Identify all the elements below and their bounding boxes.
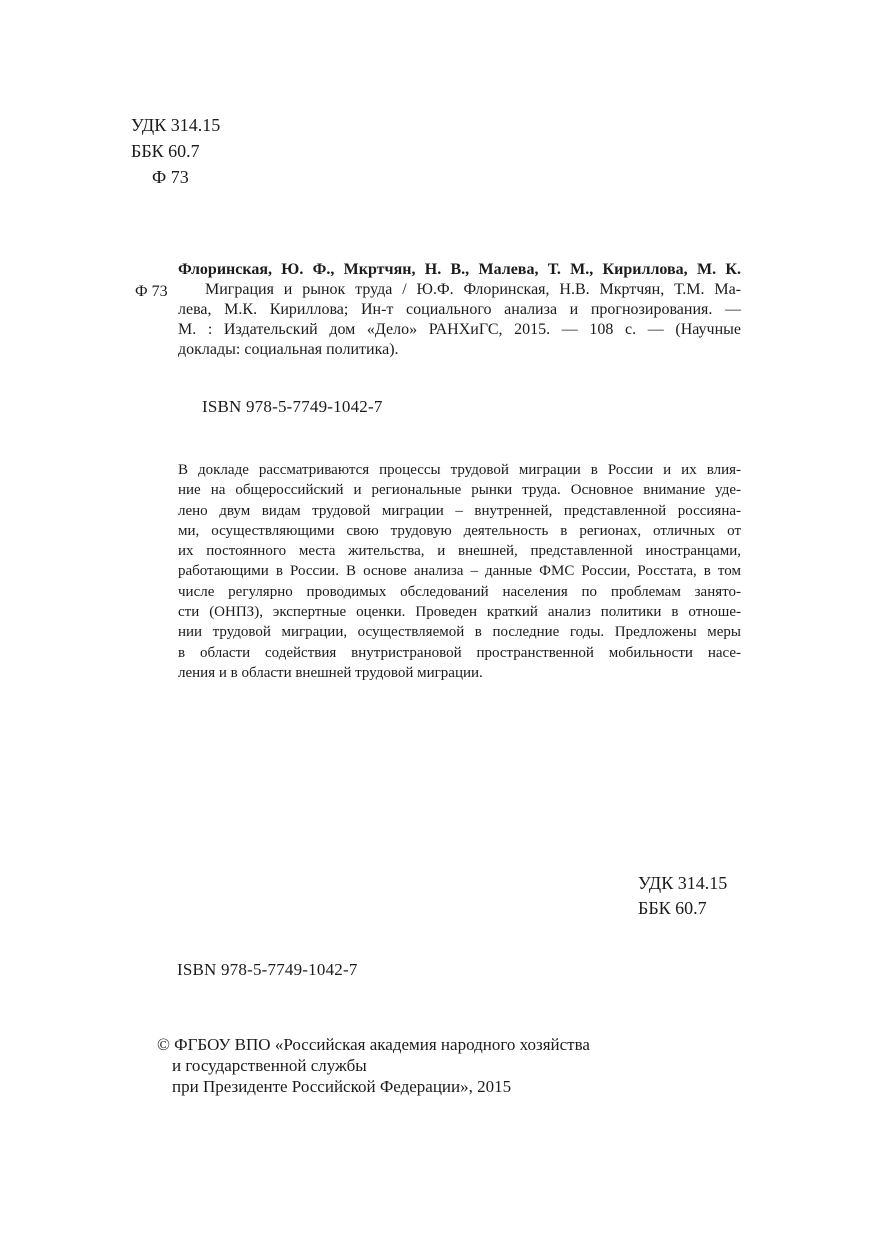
annotation-line: ления и в области внешней трудовой миграции. xyxy=(178,664,483,681)
catalog-line: Миграция и рынок труда / Ю.Ф. Флоринская, Н.В. Мкртчян, Т.М. Ма- xyxy=(205,280,741,298)
copyright-line: и государственной службы xyxy=(172,1055,367,1075)
bbk-code-bottom: ББК 60.7 xyxy=(638,898,707,918)
isbn-bottom: ISBN 978-5-7749-1042-7 xyxy=(177,960,358,979)
catalog-line: М. : Издательский дом «Дело» РАНХиГС, 2015. — 108 с. — (Научные xyxy=(178,320,741,338)
catalog-line: лева, М.К. Кириллова; Ин-т социального анализа и прогнозирования. — xyxy=(178,300,741,318)
copyright-line: © ФГБОУ ВПО «Российская академия народного хозяйства xyxy=(157,1035,590,1054)
annotation-line: лено двум видам трудовой миграции – внутренней, представленной россияна- xyxy=(178,502,741,519)
catalog-authors-line: Флоринская, Ю. Ф., Мкртчян, Н. В., Малева, Т. М., Кириллова, М. К. xyxy=(178,261,741,278)
udc-code-top: УДК 314.15 xyxy=(131,115,221,135)
author-sign-code: Ф 73 xyxy=(152,167,189,187)
copyright-line: при Президенте Российской Федерации», 2015 xyxy=(172,1076,512,1096)
annotation-line: ние на общероссийский и региональные рынки труда. Основное внимание уде- xyxy=(178,482,741,499)
annotation-line: работающими в России. В основе анализа – данные ФМС России, Росстата, в том xyxy=(178,563,741,580)
catalog-margin-code: Ф 73 xyxy=(135,283,168,300)
bbk-code-top: ББК 60.7 xyxy=(131,141,200,161)
catalog-line: доклады: социальная политика). xyxy=(178,340,399,358)
udc-code-bottom: УДК 314.15 xyxy=(638,873,728,893)
annotation-line: В докладе рассматриваются процессы трудовой миграции в России и их влия- xyxy=(178,462,741,478)
annotation-line: их постоянного места жительства, и внешней, представленной иностранцами, xyxy=(178,543,741,560)
isbn-top: ISBN 978-5-7749-1042-7 xyxy=(202,397,383,416)
annotation-line: нии трудовой миграции, осуществляемой в последние годы. Предложены меры xyxy=(178,624,741,641)
bottom-classification-codes xyxy=(638,871,727,921)
annotation-line: числе регулярно проводимых обследований населения по проблемам занято- xyxy=(178,583,741,600)
annotation-paragraph xyxy=(178,460,741,683)
catalog-card xyxy=(178,260,741,360)
copyright-notice xyxy=(157,1035,590,1097)
annotation-line: ми, осуществляющими свою трудовую деятельность в регионах, отличных от xyxy=(178,522,741,539)
annotation-line: в области содействия внутристрановой пространственной мобильности насе- xyxy=(178,644,741,661)
top-classification-codes xyxy=(131,112,220,190)
annotation-line: сти (ОНПЗ), экспертные оценки. Проведен краткий анализ политики в отноше- xyxy=(178,604,741,621)
